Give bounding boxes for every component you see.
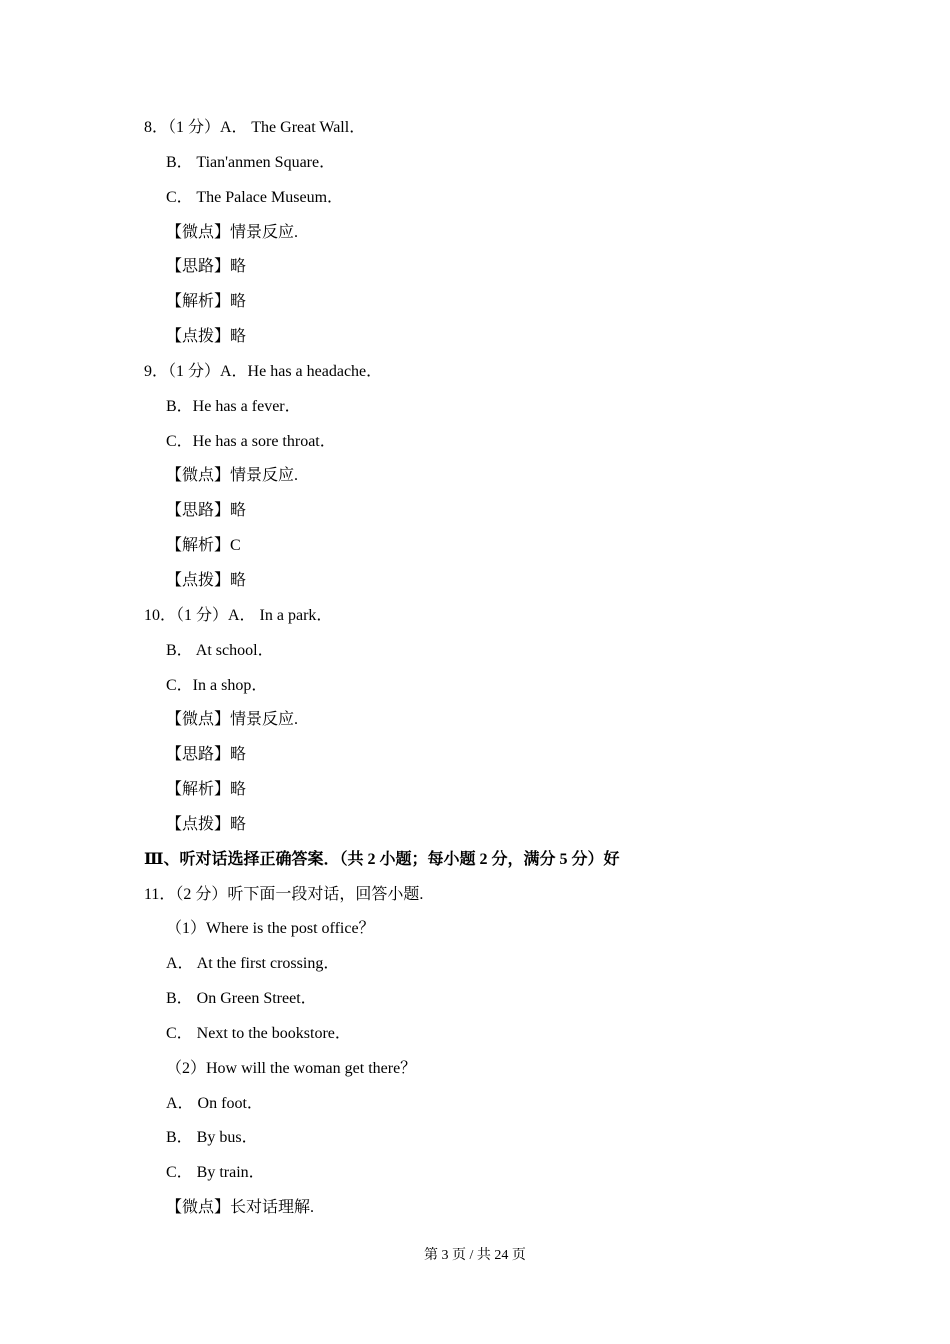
question-10-key-point: 【微点】情景反应. xyxy=(166,711,299,729)
question-8-option-a: 8．（1 分）A． The Great Wall． xyxy=(144,119,366,136)
page-footer: 第 3 页 / 共 24 页 xyxy=(424,1248,526,1263)
question-11-sub-2: （2）How will the woman get there？ xyxy=(166,1059,417,1077)
question-10-option-b: B． At school． xyxy=(166,641,274,659)
question-8-key-point: 【微点】情景反应. xyxy=(166,223,299,241)
question-10-option-a: 10．（1 分）A． In a park． xyxy=(144,606,333,624)
question-9-option-a: 9．（1 分）A．He has a headache． xyxy=(144,362,383,380)
question-9-comment: 【点拨】略 xyxy=(166,571,247,589)
question-9-option-b: B．He has a fever． xyxy=(166,397,301,415)
page-content xyxy=(144,113,844,1228)
question-11-stem: 11．（2 分）听下面一段对话，回答小题. xyxy=(144,885,424,903)
question-8-approach: 【思路】略 xyxy=(166,258,247,276)
question-8-analysis: 【解析】略 xyxy=(166,293,247,311)
question-9-approach: 【思路】略 xyxy=(166,502,247,520)
question-8-comment: 【点拨】略 xyxy=(166,328,247,346)
question-11-sub-1: （1）Where is the post office？ xyxy=(166,920,375,938)
question-11-sub-2-option-a: A． On foot． xyxy=(166,1094,263,1112)
question-9-analysis: 【解析】C xyxy=(166,537,241,555)
question-10-comment: 【点拨】略 xyxy=(166,815,247,833)
question-8-option-b: B． Tian'anmen Square． xyxy=(166,153,336,171)
question-11-sub-1-option-b: B． On Green Street． xyxy=(166,990,317,1008)
question-10-analysis: 【解析】略 xyxy=(166,781,247,799)
question-11-key-point: 【微点】长对话理解. xyxy=(166,1199,315,1217)
question-11-sub-1-option-a: A． At the first crossing． xyxy=(166,955,340,973)
question-11-sub-2-option-b: B． By bus． xyxy=(166,1129,258,1147)
question-9-option-c: C．He has a sore throat． xyxy=(166,432,336,450)
question-8-option-c: C． The Palace Museum． xyxy=(166,188,344,206)
section-heading: Ⅲ、听对话选择正确答案．（共 2 小题；每小题 2 分，满分 5 分）好 xyxy=(144,850,620,868)
question-10-option-c: C．In a shop． xyxy=(166,676,268,694)
question-11-sub-2-option-c: C． By train． xyxy=(166,1164,265,1182)
question-11-sub-1-option-c: C． Next to the bookstore． xyxy=(166,1024,351,1042)
question-10-approach: 【思路】略 xyxy=(166,746,247,764)
question-9-key-point: 【微点】情景反应. xyxy=(166,467,299,485)
